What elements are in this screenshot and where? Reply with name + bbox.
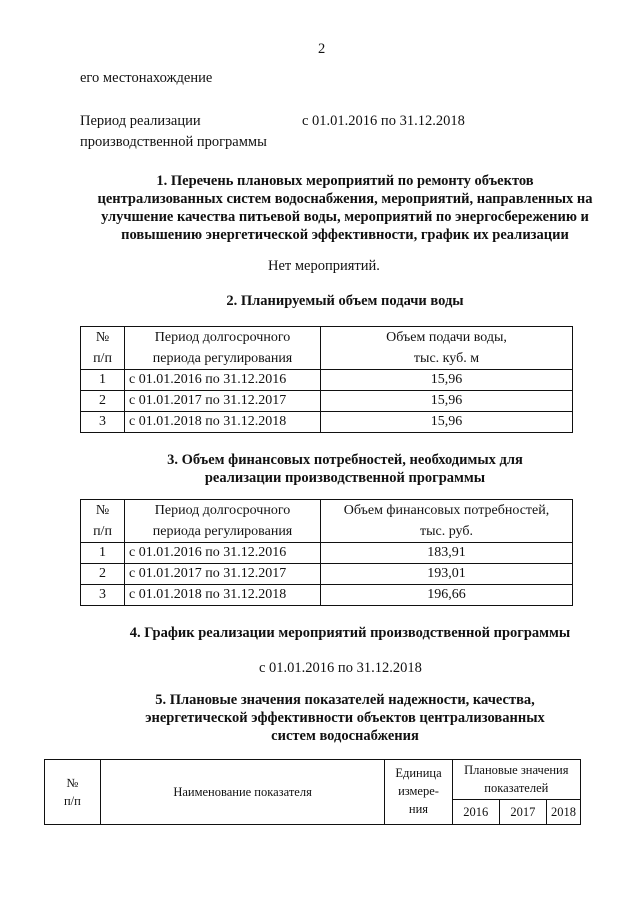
section3-heading: [40, 451, 640, 487]
section2-heading: [40, 292, 640, 310]
row-period: с 01.01.2018 по 31.12.2018: [125, 412, 321, 433]
table-row: [81, 391, 573, 412]
period-label-line2: производственной программы: [80, 134, 267, 150]
table-row: [81, 564, 573, 585]
table-row: [81, 543, 573, 564]
period-value: с 01.01.2016 по 31.12.2018: [302, 113, 465, 129]
section1-heading: [40, 172, 640, 244]
section4-heading: [40, 624, 640, 642]
header-year: 2016: [452, 799, 499, 824]
row-num: 2: [81, 564, 125, 585]
section3-title-line: реализации производственной программы: [204, 470, 486, 486]
table-header-row: [45, 760, 581, 800]
row-value: 196,66: [321, 585, 573, 606]
row-period: с 01.01.2018 по 31.12.2018: [125, 585, 321, 606]
section5-heading: [40, 691, 640, 745]
header-volume: Объем подачи воды, тыс. куб. м: [321, 327, 573, 370]
section5-title-line: систем водоснабжения: [271, 728, 419, 744]
section4-period: с 01.01.2016 по 31.12.2018: [259, 660, 422, 676]
row-period: с 01.01.2016 по 31.12.2016: [125, 543, 321, 564]
section1-title-line: 1. Перечень плановых мероприятий по ремонту объектов: [156, 173, 534, 189]
row-value: 193,01: [321, 564, 573, 585]
section4-title: 4. График реализации мероприятий производственной программы: [129, 625, 571, 641]
row-num: 3: [81, 412, 125, 433]
section1-title-line: централизованных систем водоснабжения, мероприятий, направленных на: [97, 191, 593, 207]
financial-needs-table: [80, 499, 573, 606]
section2-title: 2. Планируемый объем подачи воды: [226, 293, 464, 309]
row-value: 15,96: [321, 412, 573, 433]
header-unit: Единица измере- ния: [385, 760, 452, 825]
table-row: [81, 370, 573, 391]
header-num: № п/п: [81, 327, 125, 370]
header-num: № п/п: [45, 760, 101, 825]
location-label: его местонахождение: [80, 70, 213, 86]
page-number: 2: [318, 41, 326, 57]
section3-title-line: 3. Объем финансовых потребностей, необходимых для: [167, 452, 523, 468]
row-value: 15,96: [321, 391, 573, 412]
header-year: 2017: [499, 799, 546, 824]
row-period: с 01.01.2016 по 31.12.2016: [125, 370, 321, 391]
header-num: № п/п: [81, 500, 125, 543]
header-planned-values: Плановые значения показателей: [452, 760, 580, 800]
section1-title-line: улучшение качества питьевой воды, мероприятий по энергосбережению и: [101, 209, 589, 225]
section1-note: Нет мероприятий.: [268, 258, 380, 274]
section1-title-line: повышению энергетической эффективности, график их реализации: [121, 227, 569, 243]
table-row: [81, 585, 573, 606]
indicators-table: [44, 759, 581, 825]
row-value: 183,91: [321, 543, 573, 564]
water-supply-table: [80, 326, 573, 433]
row-num: 1: [81, 370, 125, 391]
row-num: 3: [81, 585, 125, 606]
row-period: с 01.01.2017 по 31.12.2017: [125, 391, 321, 412]
section5-title-line: 5. Плановые значения показателей надежности, качества,: [155, 692, 535, 708]
header-period: Период долгосрочного периода регулирования: [125, 500, 321, 543]
header-year: 2018: [547, 799, 581, 824]
section5-title-line: энергетической эффективности объектов централизованных: [145, 710, 545, 726]
table-header-row: [81, 327, 573, 370]
table-row: [81, 412, 573, 433]
row-num: 1: [81, 543, 125, 564]
row-period: с 01.01.2017 по 31.12.2017: [125, 564, 321, 585]
row-value: 15,96: [321, 370, 573, 391]
row-num: 2: [81, 391, 125, 412]
header-indicator-name: Наименование показателя: [100, 760, 385, 825]
table-header-row: [81, 500, 573, 543]
period-label-line1: Период реализации: [80, 113, 201, 129]
header-finance: Объем финансовых потребностей, тыс. руб.: [321, 500, 573, 543]
header-period: Период долгосрочного периода регулирования: [125, 327, 321, 370]
